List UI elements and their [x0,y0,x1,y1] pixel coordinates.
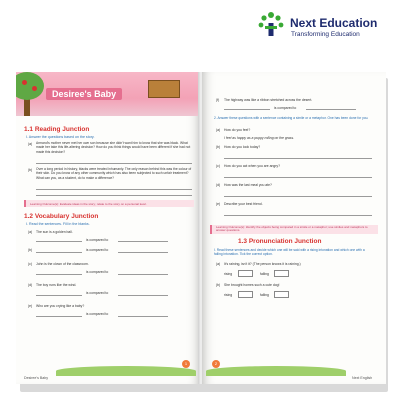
item-text: is compared to [86,291,109,295]
section-heading: 1.1 Reading Junction [24,126,90,133]
apple-icon [22,80,27,85]
grass-decoration [206,366,346,376]
item-text: is compared to [274,106,297,110]
right-page [202,72,386,384]
apple-icon [32,86,37,91]
item-text: John is the clown of the classroom. [36,262,89,266]
question-text: How do you act when you are angry? [224,164,280,168]
question-text: How was the last meal you ate? [224,183,272,187]
item-text: is compared to [86,312,109,316]
answer-line[interactable] [224,158,372,159]
left-page [16,72,200,384]
answer-line[interactable] [224,177,372,178]
item-label: (b) [216,283,221,287]
learning-outcome-text: Learning Outcome(s): Evaluate ideas in the story; relate to the story on a personal level. [30,201,147,206]
question-text: Armand's mother never met her own son because she didn't want him to know that she was black. What made her take this life-altering decision? How do you think things would have been different if she had not made this decision? [36,141,191,154]
section-instruction: 2. Answer these questions with a sentence containing a simile or a metaphor. One has been done for you. [214,116,369,120]
blank-field[interactable] [36,316,82,317]
item-label: (e) [28,304,33,308]
signboard-icon [148,80,180,98]
falling-label: falling [260,293,269,297]
rising-label: rising [224,293,233,297]
question-text: How do you feel? [224,128,251,132]
blank-field[interactable] [118,274,168,275]
page-footer: Desiree's Baby [24,376,49,380]
item-label: (b) [28,248,33,252]
blank-field[interactable] [118,241,168,242]
falling-label: falling [260,272,269,276]
item-label: (a) [28,230,33,234]
question-label: (d) [216,183,221,187]
question-label: (e) [216,202,221,206]
question-text: Over a long period in history, blacks were treated inhumanly. The only reason behind this was the colour of their skin. Do you know of any other community which has also been subjected to such unfair treatment? What can you, as a student, do to make a difference? [36,167,192,180]
item-text: The boy runs like the wind. [36,283,77,287]
learning-outcome-note [210,225,378,234]
answer-line [36,189,192,190]
section-instruction: I. Read these sentences and decide which one will be said with a rising intonation and which one with a falling intonation. Tick the correct option. [214,248,365,257]
brand-name: Next Education [290,16,378,30]
tree-icon [16,72,44,100]
question-text: Describe your best friend. [224,202,263,206]
blank-field[interactable] [118,252,168,253]
item-text: is compared to [86,248,109,252]
logo-icon [256,10,286,40]
rising-checkbox[interactable] [238,270,253,277]
blank-field[interactable] [36,252,82,253]
blank-field[interactable] [36,295,82,296]
falling-checkbox[interactable] [274,270,289,277]
question-text: How do you look today? [224,145,261,149]
answer-line[interactable] [224,196,372,197]
chapter-banner [16,72,200,116]
blank-field[interactable] [36,274,82,275]
grass-decoration [56,366,196,376]
item-text: The sun is a golden ball. [36,230,73,234]
learning-outcome-text: Learning Outcome(s): Identify the objects being compared in a simile or a metaphor; use similes and metaphors to answer questions. [216,224,368,233]
item-text: It's raining, isn't it? (The person knows it is raining.) [224,262,301,266]
brand-logo [256,10,390,44]
answer-line [36,195,192,196]
rising-label: rising [224,272,233,276]
blank-field[interactable] [306,109,356,110]
page-footer: Next English [352,376,373,380]
brand-tagline: Transforming Education [291,31,360,38]
item-text: is compared to [86,270,109,274]
item-label: (a) [216,262,221,266]
item-label: (f) [216,98,220,102]
item-text: Who are you crying like a baby? [36,304,85,308]
item-text: She brought homes such a cute dog! [224,283,280,287]
page-number-badge: 1 [182,360,190,368]
blank-field[interactable] [118,316,168,317]
section-heading: 1.2 Vocabulary Junction [24,213,99,220]
example-answer: I feel as happy as a puppy rolling on the grass. [224,136,295,140]
chapter-title: Desiree's Baby [46,88,122,100]
item-text: is compared to [86,238,109,242]
section-instruction: I. Read the sentences. Fill in the blanks. [26,222,90,226]
answer-line[interactable] [224,215,372,216]
question-label: (b) [28,168,33,172]
blank-field[interactable] [118,295,168,296]
question-label: (c) [216,164,220,168]
page-number-badge: 2 [212,360,220,368]
rising-checkbox[interactable] [238,291,253,298]
answer-line [36,163,192,164]
item-text: The highway was like a ribbon stretched across the desert. [224,98,313,102]
section-heading: 1.3 Pronunciation Junction [238,238,322,245]
open-workbook [16,72,388,390]
section-instruction: I. Answer the questions based on the story. [26,135,95,139]
item-label: (c) [28,262,32,266]
blank-field[interactable] [36,241,82,242]
question-label: (a) [216,128,221,132]
learning-outcome-note [24,200,194,207]
falling-checkbox[interactable] [274,291,289,298]
question-label: (a) [28,142,33,146]
item-label: (d) [28,283,33,287]
blank-field[interactable] [224,109,270,110]
question-label: (b) [216,145,221,149]
